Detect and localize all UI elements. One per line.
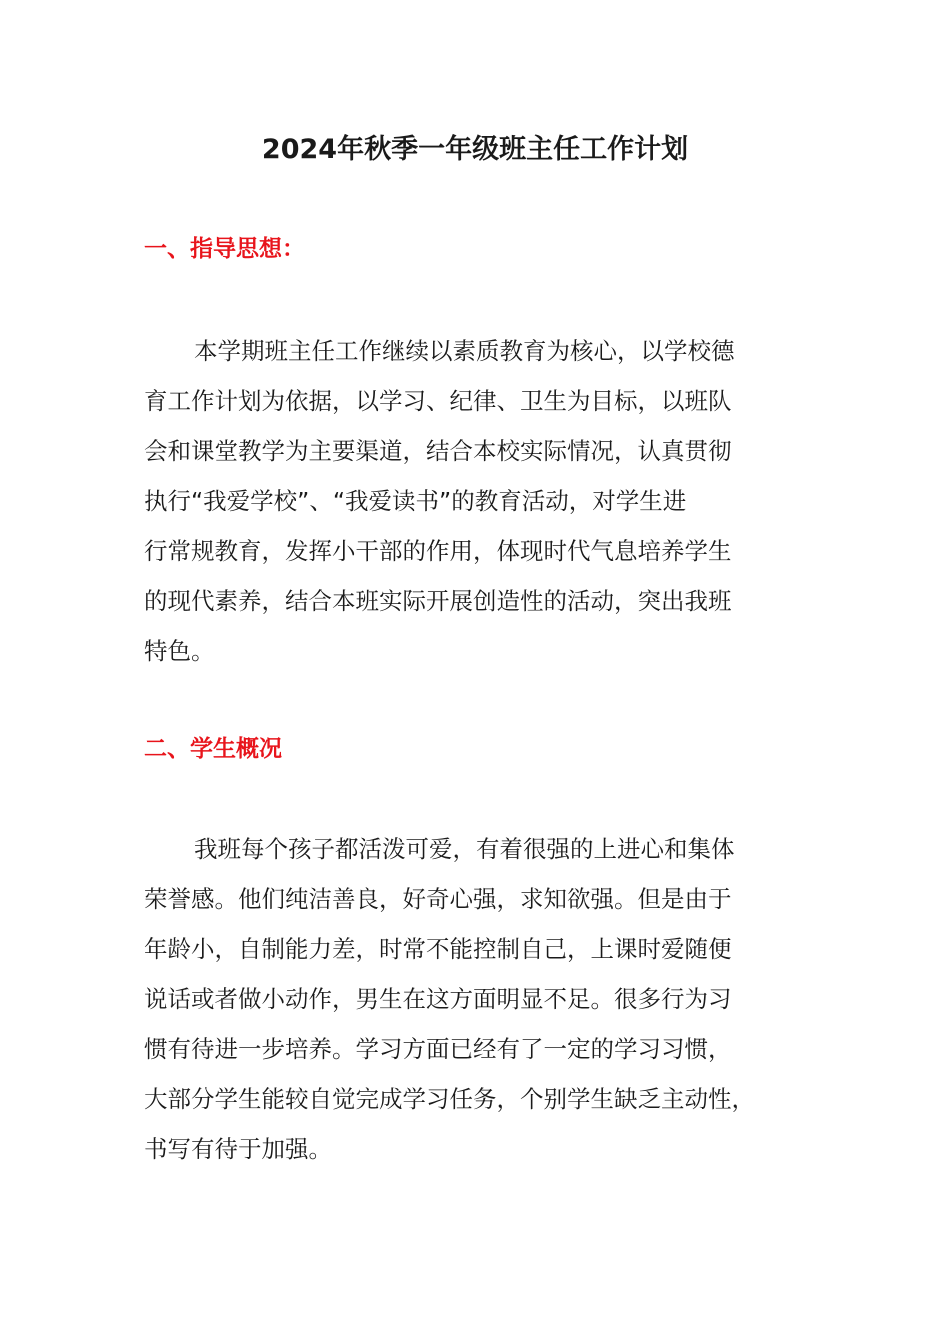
- paragraph-line: 特色。: [144, 637, 215, 665]
- paragraph-line: 惯有待进一步培养。学习方面已经有了一定的学习习惯，: [144, 1035, 732, 1063]
- paragraph-line: 育工作计划为依据，以学习、纪律、卫生为目标，以班队: [144, 387, 732, 415]
- paragraph-line: 年龄小，自制能力差，时常不能控制自己，上课时爱随便: [144, 935, 732, 963]
- paragraph-line: 大部分学生能较自觉完成学习任务，个别学生缺乏主动性，: [144, 1085, 755, 1113]
- paragraph-line: 会和课堂教学为主要渠道，结合本校实际情况，认真贯彻: [144, 437, 732, 465]
- paragraph-line: 书写有待于加强。: [144, 1135, 332, 1163]
- paragraph-line: 的现代素养，结合本班实际开展创造性的活动，突出我班: [144, 587, 732, 615]
- section-heading-guiding-ideology: 一、指导思想：: [144, 236, 305, 262]
- paragraph-line: 说话或者做小动作，男生在这方面明显不足。很多行为习: [144, 985, 732, 1013]
- document-title: 2024年秋季一年级班主任工作计划: [261, 134, 689, 165]
- paragraph-line: 本学期班主任工作继续以素质教育为核心，以学校德: [194, 337, 735, 365]
- paragraph-line: 我班每个孩子都活泼可爱，有着很强的上进心和集体: [194, 835, 735, 863]
- section-paragraph-student-overview: [144, 824, 844, 1174]
- section-paragraph-guiding-ideology: [144, 326, 844, 676]
- paragraph-line: 行常规教育，发挥小干部的作用，体现时代气息培养学生: [144, 537, 732, 565]
- paragraph-line: 荣誉感。他们纯洁善良，好奇心强，求知欲强。但是由于: [144, 885, 732, 913]
- section-heading-student-overview: 二、学生概况: [144, 736, 282, 762]
- paragraph-line: 执行“我爱学校”、“我爱读书”的教育活动，对学生进: [144, 487, 687, 515]
